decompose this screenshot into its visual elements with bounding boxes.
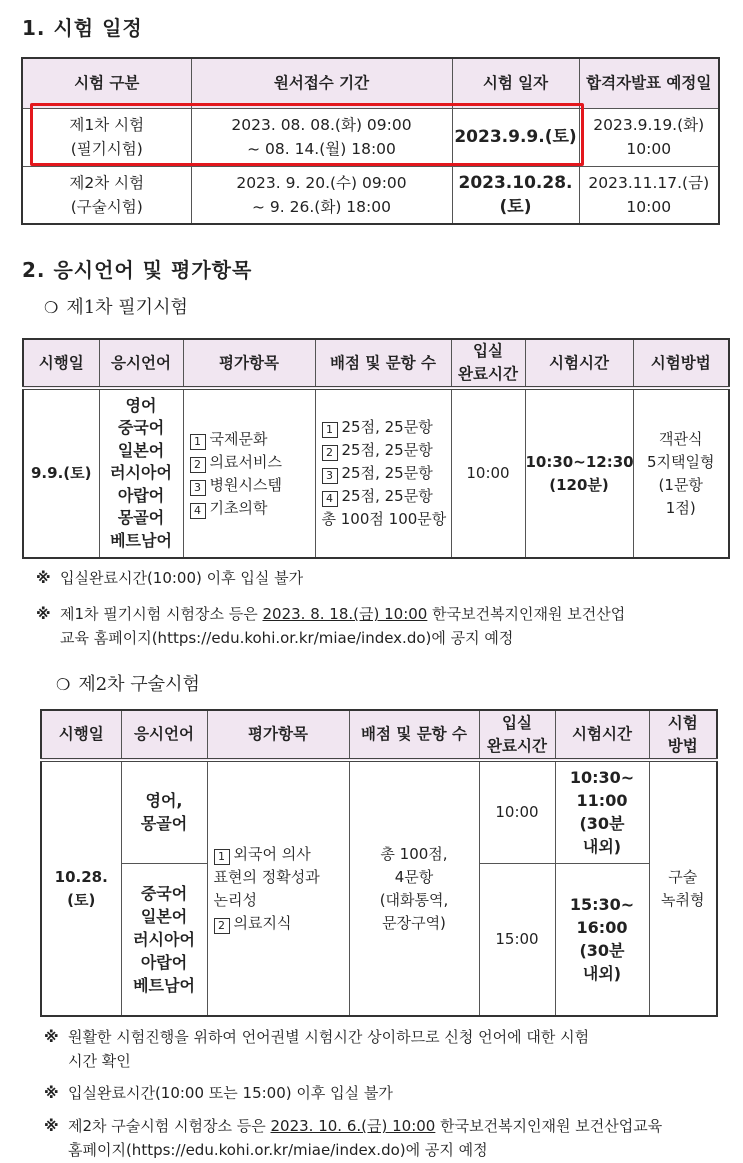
language: 일본어 (140, 906, 188, 926)
score-line: 총 100점, (380, 844, 448, 863)
language: 중국어 (140, 883, 188, 903)
time-line: 15:30~ (569, 895, 635, 915)
number-box: 2 (322, 445, 338, 461)
score-total: 총 100점 100문항 (321, 510, 447, 528)
period-start: 2023. 9. 20.(수) 09:00 (236, 173, 407, 192)
exam-type: 제2차 시험 (69, 173, 145, 192)
language-list (99, 388, 183, 558)
header-entry-l2: 완료시간 (487, 736, 547, 755)
exam-time-range: 10:30~12:30 (525, 452, 634, 471)
note-text: 제2차 구술시험 시험장소 등은 (68, 1117, 271, 1135)
period-end: ~ 9. 26.(화) 18:00 (252, 197, 391, 216)
item-label: 표현의 정확성과 (213, 867, 320, 886)
announce-date: 2023.11.17.(금) (588, 173, 710, 192)
exam-date: 10.28.(토) (41, 760, 121, 1016)
score-label: 25점, 25문항 (341, 418, 433, 436)
score-line: 4문항 (394, 867, 434, 886)
announce-time: 10:00 (626, 140, 672, 158)
header-method (649, 710, 717, 760)
header-method: 시험방법 (633, 339, 729, 388)
exam-type-sub: (구술시험) (70, 197, 143, 216)
note-mark: ※ (44, 1084, 59, 1102)
subtitle-text: 제1차 필기시험 (66, 297, 188, 318)
method-line: (1문항 (658, 475, 703, 494)
note (44, 1025, 734, 1073)
announce-date: 2023.9.19.(화) (593, 116, 705, 134)
language: 러시아어 (110, 463, 172, 483)
header-application-period: 원서접수 기간 (191, 58, 452, 108)
table-row (23, 388, 729, 558)
note-underlined: 2023. 10. 6.(금) 10:00 (270, 1117, 436, 1135)
section2-title: 2. 응시언어 및 평가항목 (22, 258, 253, 282)
language: 중국어 (117, 418, 165, 438)
second-exam-table (40, 709, 718, 1017)
subtitle-first-exam (44, 293, 188, 319)
language: 몽골어 (140, 814, 188, 834)
item-label: 의료서비스 (209, 452, 282, 471)
subtitle-text: 제2차 구술시험 (78, 674, 200, 695)
exam-time (555, 863, 649, 1016)
note-mark: ※ (44, 1117, 59, 1135)
number-box: 4 (322, 491, 338, 507)
item-label: 의료지식 (233, 913, 292, 932)
language: 러시아어 (133, 929, 195, 949)
note (36, 566, 303, 590)
exam-duration: (120분) (549, 475, 609, 494)
score-line: 문장구역) (382, 913, 446, 932)
note-text: 한국보건복지인재원 보건산업교육 (435, 1117, 663, 1135)
evaluation-items (207, 760, 349, 1016)
score-info (349, 760, 479, 1016)
exam-date: 2023.10.28.(토) (452, 166, 579, 224)
language: 영어 (125, 395, 157, 415)
header-time: 시험시간 (525, 339, 633, 388)
language: 베트남어 (110, 530, 172, 550)
table-row (41, 760, 717, 863)
number-box: 1 (214, 849, 230, 865)
time-line: 10:30~ (569, 768, 635, 788)
exam-date: 2023.9.9.(토) (452, 108, 579, 166)
list-item (322, 485, 451, 508)
entry-time: 10:00 (479, 760, 555, 863)
subtitle-second-exam (56, 670, 200, 696)
period-start: 2023. 08. 08.(화) 09:00 (231, 116, 412, 134)
table-row (22, 166, 719, 224)
list-item (190, 497, 315, 520)
time-line: 내외) (582, 837, 622, 857)
language: 아랍어 (117, 485, 165, 505)
header-scores: 배점 및 문항 수 (349, 710, 479, 760)
method-line: 5지택일형 (646, 452, 715, 471)
note-text-line2: 홈페이지(https://edu.kohi.or.kr/miae/index.do)에 공지 예정 (68, 1141, 488, 1159)
item-label: 기초의학 (209, 498, 268, 517)
evaluation-items (183, 388, 315, 558)
number-box: 1 (322, 422, 338, 438)
score-list (315, 388, 451, 558)
method-line: 구술 (668, 867, 698, 886)
header-entry-l1: 입실 (473, 342, 503, 360)
note (44, 1114, 734, 1162)
entry-time: 10:00 (451, 388, 525, 558)
method-line: 객관식 (659, 429, 703, 448)
note (36, 602, 736, 650)
header-entry (451, 339, 525, 388)
header-items: 평가항목 (183, 339, 315, 388)
list-item (322, 416, 451, 439)
note-mark: ※ (36, 569, 51, 587)
language-group-2 (121, 863, 207, 1016)
header-language: 응시언어 (121, 710, 207, 760)
section1-title: 1. 시험 일정 (22, 16, 143, 40)
list-item (322, 439, 451, 462)
note-underlined: 2023. 8. 18.(금) 10:00 (262, 605, 428, 623)
header-method-l2: 방법 (667, 736, 698, 755)
item-label: 국제문화 (209, 429, 268, 448)
note-text-line2: 교육 홈페이지(https://edu.kohi.or.kr/miae/index.do)에 공지 예정 (60, 629, 514, 647)
note-text: 제1차 필기시험 시험장소 등은 (60, 605, 263, 623)
language: 일본어 (117, 440, 165, 460)
header-exam-date: 시험 일자 (452, 58, 579, 108)
method-line: 1점) (665, 498, 696, 517)
header-entry-l1: 입실 (502, 713, 532, 732)
announce-time: 10:00 (626, 197, 672, 216)
time-line: (30분 (579, 814, 625, 834)
list-item (190, 474, 315, 497)
header-exam-type: 시험 구분 (22, 58, 191, 108)
header-method-l1: 시험 (667, 713, 698, 732)
note-mark: ※ (36, 605, 51, 623)
item-label: 병원시스템 (209, 475, 282, 494)
list-item (190, 451, 315, 474)
language: 베트남어 (133, 975, 195, 995)
list-item (322, 462, 451, 485)
score-label: 25점, 25문항 (341, 441, 433, 459)
exam-time (525, 388, 633, 558)
method-line: 녹취형 (661, 890, 705, 909)
item-label: 외국어 의사 (233, 844, 311, 863)
header-announce-date: 합격자발표 예정일 (579, 58, 719, 108)
number-box: 4 (190, 503, 206, 519)
list-item (190, 428, 315, 451)
header-date: 시행일 (41, 710, 121, 760)
highlight-box (30, 103, 584, 166)
exam-type: 제1차 시험 (69, 116, 145, 134)
item-label: 논리성 (213, 890, 257, 909)
number-box: 1 (190, 434, 206, 450)
list-item (214, 843, 349, 866)
score-line: (대화통역, (379, 890, 449, 909)
circle-bullet-icon: ❍ (56, 675, 71, 694)
note-mark: ※ (44, 1028, 59, 1046)
score-label: 25점, 25문항 (341, 487, 433, 505)
time-line: 16:00 (576, 918, 628, 938)
header-scores: 배점 및 문항 수 (315, 339, 451, 388)
language: 영어, (145, 791, 183, 811)
header-entry-l2: 완료시간 (458, 365, 518, 383)
language: 아랍어 (140, 952, 188, 972)
time-line: 내외) (582, 964, 622, 984)
note-text-line2: 시간 확인 (68, 1052, 131, 1070)
note-text: 한국보건복지인재원 보건산업 (427, 605, 626, 623)
header-items: 평가항목 (207, 710, 349, 760)
exam-method (633, 388, 729, 558)
circle-bullet-icon: ❍ (44, 298, 59, 317)
language-group-1 (121, 760, 207, 863)
number-box: 3 (322, 468, 338, 484)
number-box: 2 (214, 918, 230, 934)
exam-time (555, 760, 649, 863)
header-entry (479, 710, 555, 760)
list-item (214, 912, 349, 935)
score-label: 25점, 25문항 (341, 464, 433, 482)
entry-time: 15:00 (479, 863, 555, 1016)
time-line: 11:00 (576, 791, 628, 811)
header-language: 응시언어 (99, 339, 183, 388)
first-exam-table (22, 338, 730, 559)
exam-type-sub: (필기시험) (70, 140, 143, 158)
note (44, 1081, 393, 1105)
note-text: 원활한 시험진행을 위하여 언어권별 시험시간 상이하므로 신청 언어에 대한 시험 (68, 1028, 590, 1046)
note-text: 입실완료시간(10:00 또는 15:00) 이후 입실 불가 (68, 1084, 393, 1102)
period-end: ~ 08. 14.(월) 18:00 (247, 140, 396, 158)
language: 몽골어 (117, 508, 165, 528)
header-date: 시행일 (23, 339, 99, 388)
exam-date: 9.9.(토) (23, 388, 99, 558)
number-box: 2 (190, 457, 206, 473)
exam-method (649, 760, 717, 1016)
time-line: (30분 (579, 941, 625, 961)
header-time: 시험시간 (555, 710, 649, 760)
number-box: 3 (190, 480, 206, 496)
note-text: 입실완료시간(10:00) 이후 입실 불가 (60, 569, 304, 587)
